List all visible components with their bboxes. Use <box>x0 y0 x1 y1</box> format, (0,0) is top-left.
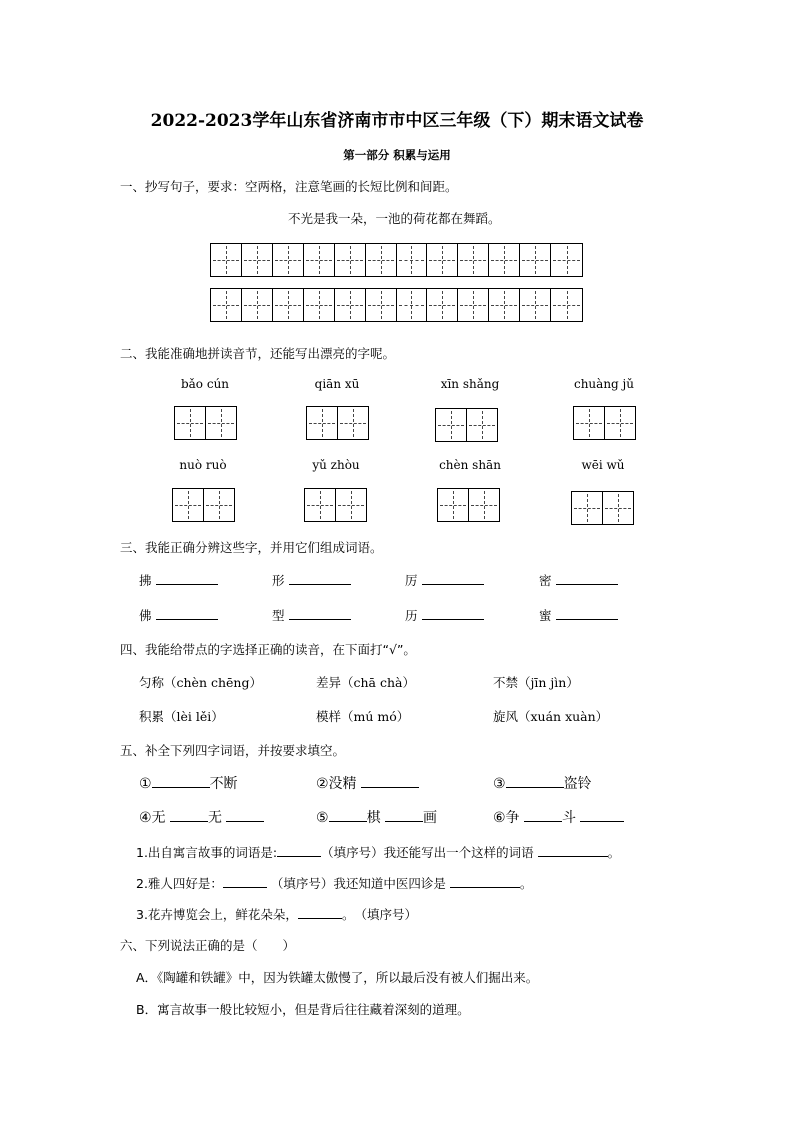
writing-grid-row-1[interactable] <box>210 243 583 277</box>
pinyin-label: xīn shǎng <box>440 377 500 391</box>
char-grid[interactable] <box>435 408 498 442</box>
answer-blank[interactable] <box>289 619 351 620</box>
char-label: 蜜 <box>539 608 552 623</box>
page-title: 2022-2023学年山东省济南市市中区三年级（下）期末语文试卷 <box>150 111 644 131</box>
answer-blank[interactable] <box>223 887 267 888</box>
answer-blank[interactable] <box>277 856 321 857</box>
reading-choice-item[interactable]: 模样（mú mó） <box>316 709 410 724</box>
option-b[interactable]: B．寓言故事一般比较短小，但是背后往往藏着深刻的道理。 <box>136 1002 470 1017</box>
question-6-heading: 六、下列说法正确的是（ ） <box>120 938 296 953</box>
pinyin-label: yǔ zhòu <box>312 458 360 472</box>
sub-question-text: 3.花卉博览会上，鲜花朵朵， <box>136 907 298 922</box>
question-2-heading: 二、我能准确地拼读音节，还能写出漂亮的字呢。 <box>120 346 396 361</box>
idiom-blank[interactable] <box>170 821 208 822</box>
pinyin-label: nuò ruò <box>179 458 227 472</box>
idiom-blank[interactable] <box>329 821 367 822</box>
answer-blank[interactable] <box>289 584 351 585</box>
idiom-blank[interactable] <box>524 821 562 822</box>
idiom-text: 盗铃 <box>563 776 592 792</box>
question-5-heading: 五、补全下列四字词语，并按要求填空。 <box>120 743 346 758</box>
section-subtitle: 第一部分 积累与运用 <box>343 148 451 162</box>
char-label: 拂 <box>139 573 152 588</box>
sub-question-text: （填序号）我还知道中医四诊是 <box>270 876 446 891</box>
question-4-heading: 四、我能给带点的字选择正确的读音，在下面打“√”。 <box>120 642 416 657</box>
answer-blank[interactable] <box>450 887 520 888</box>
char-label: 形 <box>272 573 285 588</box>
char-label: 历 <box>405 608 418 623</box>
question-1-heading: 一、抄写句子，要求：空两格，注意笔画的长短比例和间距。 <box>120 179 458 194</box>
pinyin-label: qiān xū <box>314 377 360 391</box>
reading-choice-item[interactable]: 不禁（jīn jìn） <box>493 675 579 690</box>
pinyin-label: chuàng jǔ <box>573 377 634 391</box>
idiom-blank[interactable] <box>226 821 264 822</box>
idiom-number: ① <box>139 776 152 792</box>
idiom-blank[interactable] <box>385 821 423 822</box>
idiom-blank[interactable] <box>361 787 419 788</box>
idiom-number: ③ <box>493 776 506 792</box>
answer-blank[interactable] <box>156 584 218 585</box>
idiom-text: ②没精 <box>316 776 357 792</box>
reading-choice-item[interactable]: 积累（lèi lěi） <box>139 709 224 724</box>
answer-blank[interactable] <box>538 856 608 857</box>
answer-blank[interactable] <box>156 619 218 620</box>
answer-blank[interactable] <box>556 619 618 620</box>
idiom-text: 斗 <box>562 810 577 826</box>
idiom-text: 画 <box>423 810 438 826</box>
reading-choice-item[interactable]: 匀称（chèn chēng） <box>139 675 262 690</box>
idiom-text: ④无 <box>139 810 166 826</box>
sub-question-text: （填序号）我还能写出一个这样的词语 <box>321 845 534 860</box>
question-3-heading: 三、我能正确分辨这些字，并用它们组成词语。 <box>120 540 383 555</box>
option-a[interactable]: A．《陶罐和铁罐》中，因为铁罐太傲慢了，所以最后没有被人们掘出来。 <box>136 970 539 985</box>
pinyin-label: bǎo cún <box>180 377 230 391</box>
period: 。 <box>519 876 533 891</box>
char-grid[interactable] <box>571 491 634 525</box>
idiom-text: 无 <box>208 810 223 826</box>
period: 。 <box>607 845 621 860</box>
char-grid[interactable] <box>437 488 500 522</box>
sub-question-text: （填序号） <box>360 907 417 922</box>
answer-blank[interactable] <box>556 584 618 585</box>
answer-blank[interactable] <box>422 619 484 620</box>
sub-question-text: 1.出自寓言故事的词语是: <box>136 845 278 860</box>
idiom-blank[interactable] <box>152 787 210 788</box>
idiom-text: 不断 <box>209 776 238 792</box>
char-label: 佛 <box>139 608 152 623</box>
char-grid[interactable] <box>174 406 237 440</box>
char-grid[interactable] <box>172 488 235 522</box>
char-grid[interactable] <box>573 406 636 440</box>
reading-choice-item[interactable]: 旋风（xuán xuàn） <box>493 709 609 724</box>
answer-blank[interactable] <box>422 584 484 585</box>
sub-question-text: 2.雅人四好是： <box>136 876 223 891</box>
idiom-blank[interactable] <box>580 821 624 822</box>
idiom-text: 棋 <box>366 810 381 826</box>
period: 。 <box>341 907 349 922</box>
reading-choice-item[interactable]: 差异（chā chà） <box>316 675 415 690</box>
idiom-number: ⑤ <box>316 810 329 826</box>
pinyin-label: chèn shān <box>439 458 501 472</box>
idiom-blank[interactable] <box>506 787 564 788</box>
char-label: 厉 <box>405 573 418 588</box>
char-grid[interactable] <box>306 406 369 440</box>
idiom-text: ⑥争 <box>493 810 520 826</box>
char-grid[interactable] <box>304 488 367 522</box>
char-label: 密 <box>539 573 552 588</box>
writing-grid-row-2[interactable] <box>210 288 583 322</box>
char-label: 型 <box>272 608 285 623</box>
copy-sentence: 不光是我一朵，一池的荷花都在舞蹈。 <box>288 211 501 226</box>
pinyin-label: wēi wǔ <box>581 458 625 472</box>
answer-blank[interactable] <box>298 918 342 919</box>
